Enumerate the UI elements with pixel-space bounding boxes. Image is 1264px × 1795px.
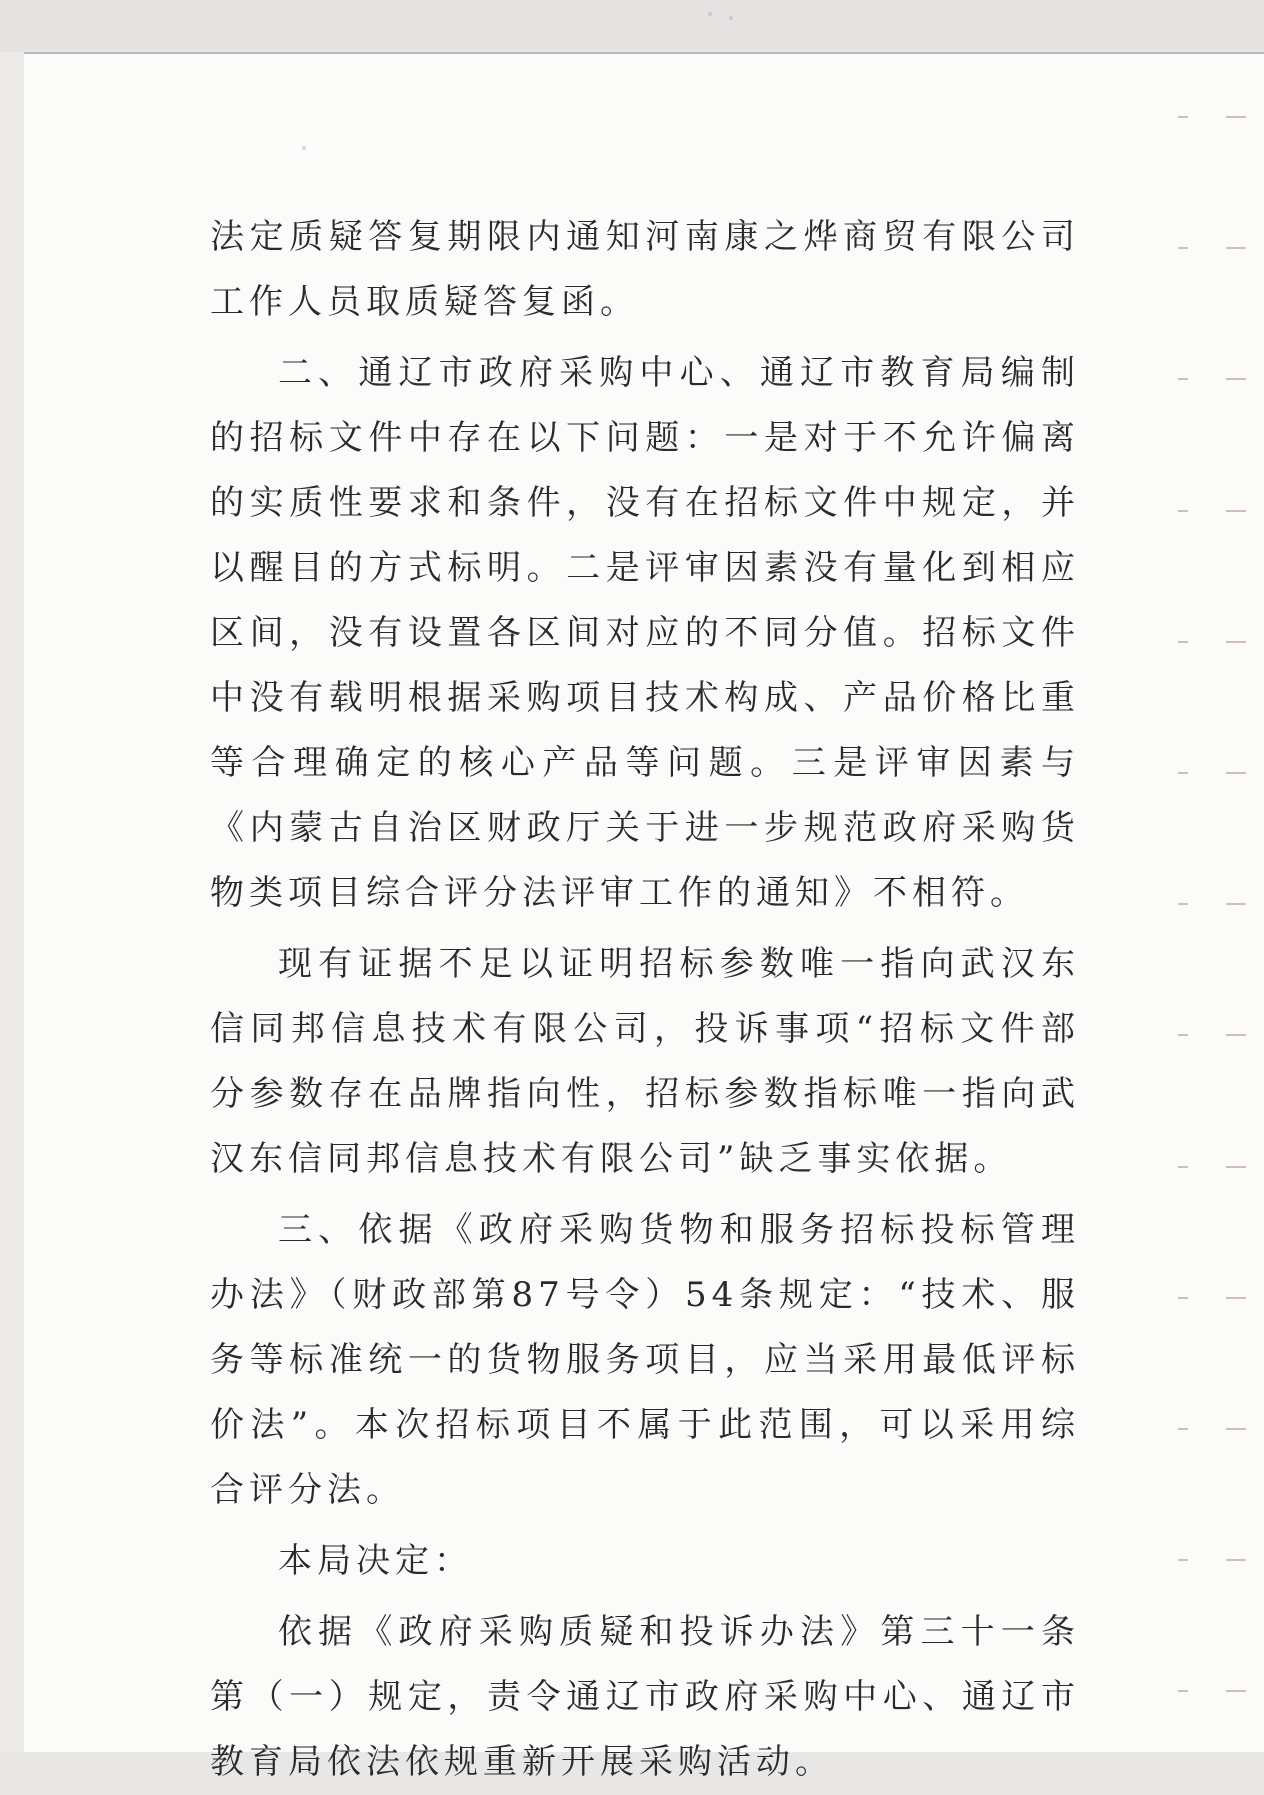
scanner-top-margin [0, 0, 1264, 52]
paragraph-continuation: 法定质疑答复期限内通知河南康之烨商贸有限公司工作人员取质疑答复函。 [210, 217, 1080, 322]
paragraph-section-two: 二、通辽市政府采购中心、通辽市教育局编制的招标文件中存在以下问题：一是对于不允许偏离的实质性要求和条件，没有在招标文件中规定，并以醒目的方式标明。二是评审因素没有量化到相应区间，没有设置各区间对应的不同分值。招标文件中没有载明根据采购项目技术构成、产品价格比重等合理确定的核心产品等问题。三是评审因素与《内蒙古自治区财政厅关于进一步规范政府采购货物类项目综合评分法评审工作的通知》不相符。 [210, 353, 1080, 913]
paragraph-decision-heading: 本局决定： [278, 1541, 473, 1581]
paragraph-evidence: 现有证据不足以证明招标参数唯一指向武汉东信同邦信息技术有限公司，投诉事项“招标文件部分参数存在品牌指向性，招标参数指标唯一指向武汉东信同邦信息技术有限公司”缺乏事实依据。 [210, 944, 1080, 1179]
scan-speck [302, 146, 306, 150]
document-body [210, 205, 1080, 1795]
paper-top-edge [24, 52, 1264, 54]
scan-speck [708, 12, 712, 16]
scanner-left-margin [0, 52, 24, 1752]
paragraph-section-three: 三、依据《政府采购货物和服务招标投标管理办法》（财政部第87号令）54条规定：“技术、服务等标准统一的货物服务项目，应当采用最低评标价法”。本次招标项目不属于此范围，可以采用综合评分法。 [210, 1210, 1080, 1510]
paragraph-decision: 依据《政府采购质疑和投诉办法》第三十一条第（一）规定，责令通辽市政府采购中心、通辽市教育局依法依规重新开展采购活动。 [210, 1612, 1080, 1782]
scan-speck [729, 16, 733, 20]
